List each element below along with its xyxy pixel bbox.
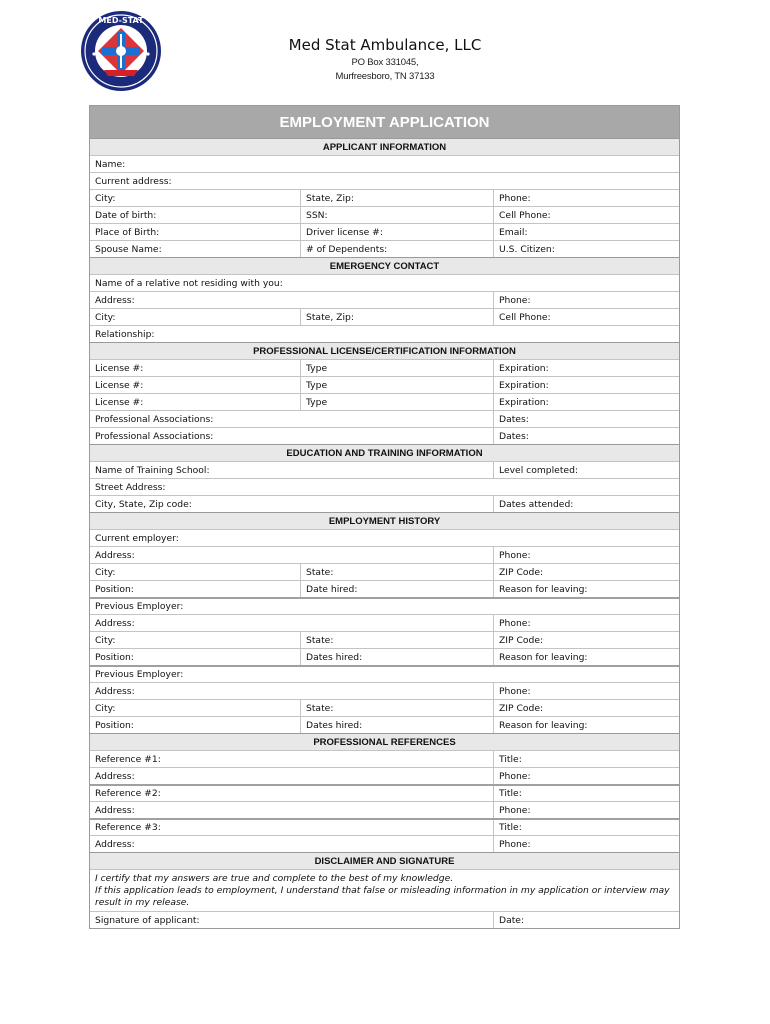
address-line-1: PO Box 331045,	[351, 57, 419, 68]
section-license-certification: PROFESSIONAL LICENSE/CERTIFICATION INFORMATION	[90, 342, 679, 359]
professional-associations-2-field[interactable]: Professional Associations:	[95, 430, 214, 442]
emergency-address-field[interactable]: Address:	[95, 294, 135, 306]
employer-3-phone-field[interactable]: Phone:	[493, 683, 679, 699]
license-3-expiration-field[interactable]: Expiration:	[493, 394, 679, 410]
cell-phone-field[interactable]: Cell Phone:	[493, 207, 679, 223]
reference-1-phone-field[interactable]: Phone:	[493, 768, 679, 784]
state-zip-field[interactable]: State, Zip:	[300, 190, 493, 206]
employer-1-date-hired-field[interactable]: Date hired:	[300, 581, 493, 597]
reference-1-field[interactable]: Reference #1:	[95, 753, 161, 765]
employer-1-zip-field[interactable]: ZIP Code:	[493, 564, 679, 580]
address-line-2: Murfreesboro, TN 37133	[335, 71, 435, 82]
email-field[interactable]: Email:	[493, 224, 679, 240]
employer-3-zip-field[interactable]: ZIP Code:	[493, 700, 679, 716]
city-field[interactable]: City:	[95, 192, 116, 204]
emergency-phone-field[interactable]: Phone:	[493, 292, 679, 308]
company-name: Med Stat Ambulance, LLC	[288, 36, 482, 54]
employer-1-position-field[interactable]: Position:	[95, 583, 134, 595]
employer-3-position-field[interactable]: Position:	[95, 719, 134, 731]
license-2-field[interactable]: License #:	[95, 379, 144, 391]
disclaimer-line-1: I certify that my answers are true and complete to the best of my knowledge.	[95, 873, 454, 884]
employer-2-dates-hired-field[interactable]: Dates hired:	[300, 649, 493, 665]
reference-2-address-field[interactable]: Address:	[95, 804, 135, 816]
section-employment-history: EMPLOYMENT HISTORY	[90, 512, 679, 529]
reference-3-address-field[interactable]: Address:	[95, 838, 135, 850]
date-of-birth-field[interactable]: Date of birth:	[95, 209, 157, 221]
license-1-expiration-field[interactable]: Expiration:	[493, 360, 679, 376]
section-disclaimer-signature: DISCLAIMER AND SIGNATURE	[90, 852, 679, 869]
emergency-cell-phone-field[interactable]: Cell Phone:	[493, 309, 679, 325]
disclaimer-line-2: If this application leads to employment, I understand that false or misleading information in my application or interview may result in my release.	[95, 885, 670, 908]
employer-1-phone-field[interactable]: Phone:	[493, 547, 679, 563]
form-title: EMPLOYMENT APPLICATION	[90, 106, 679, 138]
license-1-field[interactable]: License #:	[95, 362, 144, 374]
employer-1-city-field[interactable]: City:	[95, 566, 116, 578]
license-2-expiration-field[interactable]: Expiration:	[493, 377, 679, 393]
section-applicant-information: APPLICANT INFORMATION	[90, 138, 679, 155]
dependents-field[interactable]: # of Dependents:	[300, 241, 493, 257]
emergency-state-zip-field[interactable]: State, Zip:	[300, 309, 493, 325]
reference-2-phone-field[interactable]: Phone:	[493, 802, 679, 818]
section-education-training: EDUCATION AND TRAINING INFORMATION	[90, 444, 679, 461]
relationship-field[interactable]: Relationship:	[95, 328, 155, 340]
ssn-field[interactable]: SSN:	[300, 207, 493, 223]
employer-1-reason-field[interactable]: Reason for leaving:	[493, 581, 679, 597]
employment-application-form	[89, 105, 680, 929]
employer-2-address-field[interactable]: Address:	[95, 617, 135, 629]
employer-2-phone-field[interactable]: Phone:	[493, 615, 679, 631]
license-3-type-field[interactable]: Type	[300, 394, 493, 410]
emergency-city-field[interactable]: City:	[95, 311, 116, 323]
training-school-field[interactable]: Name of Training School:	[95, 464, 210, 476]
school-city-state-zip-field[interactable]: City, State, Zip code:	[95, 498, 192, 510]
professional-associations-1-field[interactable]: Professional Associations:	[95, 413, 214, 425]
license-2-type-field[interactable]: Type	[300, 377, 493, 393]
svg-text:MED-STAT: MED-STAT	[98, 16, 144, 25]
signature-date-field[interactable]: Date:	[493, 912, 679, 928]
current-address-field[interactable]: Current address:	[95, 175, 172, 187]
employer-2-reason-field[interactable]: Reason for leaving:	[493, 649, 679, 665]
spouse-name-field[interactable]: Spouse Name:	[95, 243, 162, 255]
employer-2-city-field[interactable]: City:	[95, 634, 116, 646]
associations-1-dates-field[interactable]: Dates:	[493, 411, 679, 427]
signature-field[interactable]: Signature of applicant:	[95, 914, 200, 926]
previous-employer-2-field[interactable]: Previous Employer:	[95, 669, 184, 680]
reference-3-phone-field[interactable]: Phone:	[493, 836, 679, 852]
employer-2-zip-field[interactable]: ZIP Code:	[493, 632, 679, 648]
license-3-field[interactable]: License #:	[95, 396, 144, 408]
name-field[interactable]: Name:	[95, 158, 126, 170]
employer-1-state-field[interactable]: State:	[300, 564, 493, 580]
relative-name-field[interactable]: Name of a relative not residing with you:	[95, 277, 283, 289]
employer-3-city-field[interactable]: City:	[95, 702, 116, 714]
reference-1-address-field[interactable]: Address:	[95, 770, 135, 782]
employer-1-address-field[interactable]: Address:	[95, 549, 135, 561]
employer-2-state-field[interactable]: State:	[300, 632, 493, 648]
reference-2-title-field[interactable]: Title:	[493, 786, 679, 801]
previous-employer-1-field[interactable]: Previous Employer:	[95, 601, 184, 612]
employer-3-state-field[interactable]: State:	[300, 700, 493, 716]
employer-2-position-field[interactable]: Position:	[95, 651, 134, 663]
license-1-type-field[interactable]: Type	[300, 360, 493, 376]
dates-attended-field[interactable]: Dates attended:	[493, 496, 679, 512]
reference-2-field[interactable]: Reference #2:	[95, 788, 161, 799]
associations-2-dates-field[interactable]: Dates:	[493, 428, 679, 444]
section-emergency-contact: EMERGENCY CONTACT	[90, 257, 679, 274]
school-street-address-field[interactable]: Street Address:	[95, 481, 166, 493]
reference-3-title-field[interactable]: Title:	[493, 820, 679, 835]
employer-3-reason-field[interactable]: Reason for leaving:	[493, 717, 679, 733]
place-of-birth-field[interactable]: Place of Birth:	[95, 226, 160, 238]
disclaimer-text	[90, 869, 679, 911]
us-citizen-field[interactable]: U.S. Citizen:	[493, 241, 679, 257]
reference-1-title-field[interactable]: Title:	[493, 751, 679, 767]
current-employer-field[interactable]: Current employer:	[95, 532, 179, 544]
employer-3-dates-hired-field[interactable]: Dates hired:	[300, 717, 493, 733]
employer-3-address-field[interactable]: Address:	[95, 685, 135, 697]
reference-3-field[interactable]: Reference #3:	[95, 822, 161, 833]
phone-field[interactable]: Phone:	[493, 190, 679, 206]
driver-license-field[interactable]: Driver license #:	[300, 224, 493, 240]
section-professional-references: PROFESSIONAL REFERENCES	[90, 733, 679, 750]
level-completed-field[interactable]: Level completed:	[493, 462, 679, 478]
